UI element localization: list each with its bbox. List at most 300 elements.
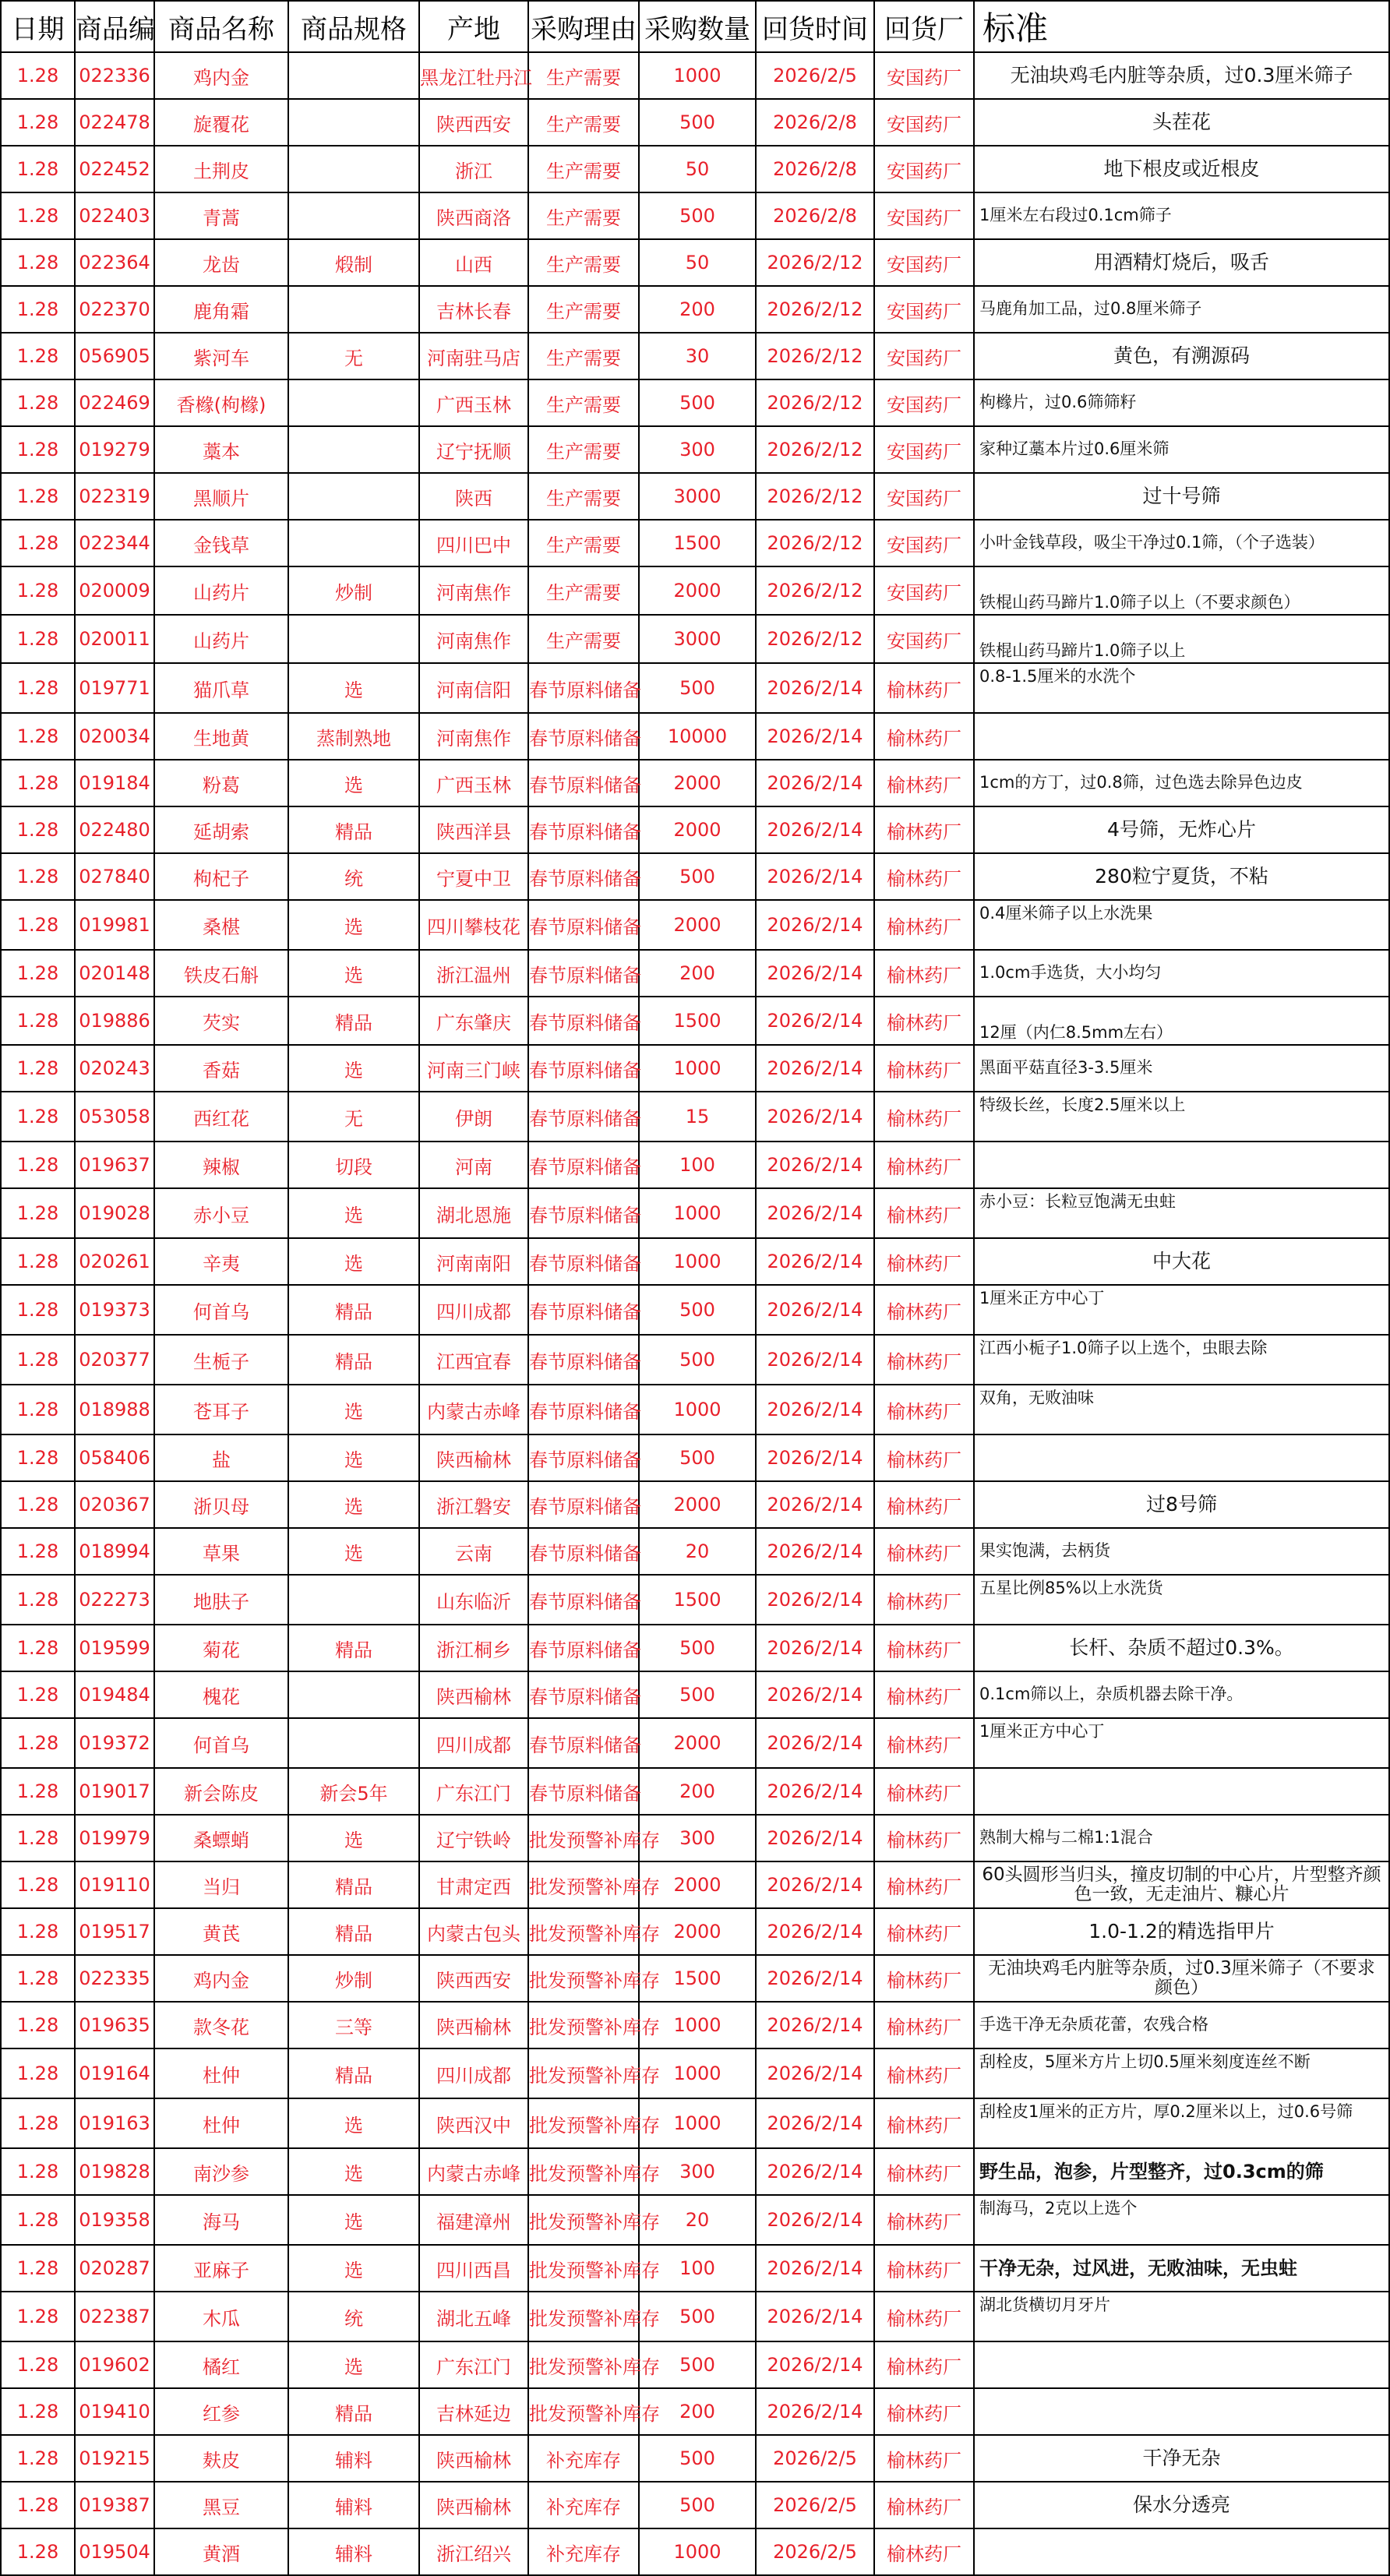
cell-name[interactable]: 地肤子	[154, 1575, 288, 1625]
cell-spec[interactable]	[288, 286, 419, 333]
cell-return-date[interactable]: 2026/2/8	[756, 146, 874, 192]
cell-qty[interactable]: 500	[639, 1671, 756, 1718]
cell-origin[interactable]: 山东临沂	[419, 1575, 528, 1625]
cell-name[interactable]: 枸杞子	[154, 853, 288, 900]
cell-date[interactable]: 1.28	[1, 192, 75, 239]
cell-return-date[interactable]: 2026/2/14	[756, 1385, 874, 1434]
cell-reason[interactable]: 春节原料储备	[528, 1045, 639, 1092]
cell-return-date[interactable]: 2026/2/14	[756, 1671, 874, 1718]
cell-code[interactable]: 020034	[75, 713, 154, 760]
cell-factory[interactable]: 榆林药厂	[874, 1955, 974, 2002]
cell-qty[interactable]: 3000	[639, 615, 756, 663]
cell-qty[interactable]: 1000	[639, 1238, 756, 1285]
header-standard[interactable]: 标准	[974, 1, 1389, 52]
cell-origin[interactable]: 四川成都	[419, 1718, 528, 1768]
cell-code[interactable]: 019979	[75, 1815, 154, 1861]
cell-name[interactable]: 桑椹	[154, 900, 288, 950]
cell-spec[interactable]: 三等	[288, 2002, 419, 2048]
cell-factory[interactable]: 榆林药厂	[874, 2148, 974, 2195]
cell-standard[interactable]	[974, 2341, 1389, 2388]
cell-standard[interactable]: 果实饱满，去柄货	[974, 1528, 1389, 1575]
cell-origin[interactable]: 四川成都	[419, 2048, 528, 2098]
cell-date[interactable]: 1.28	[1, 2292, 75, 2341]
cell-reason[interactable]: 春节原料储备	[528, 1092, 639, 1142]
cell-qty[interactable]: 2000	[639, 900, 756, 950]
cell-standard[interactable]: 枸橼片，过0.6筛筛籽	[974, 379, 1389, 426]
cell-name[interactable]: 辛夷	[154, 1238, 288, 1285]
cell-date[interactable]: 1.28	[1, 997, 75, 1045]
cell-return-date[interactable]: 2026/2/14	[756, 1861, 874, 1908]
cell-factory[interactable]: 安国药厂	[874, 146, 974, 192]
cell-qty[interactable]: 50	[639, 239, 756, 286]
cell-code[interactable]: 019637	[75, 1142, 154, 1188]
cell-return-date[interactable]: 2026/2/14	[756, 2245, 874, 2292]
cell-name[interactable]: 黑豆	[154, 2482, 288, 2528]
cell-code[interactable]: 019410	[75, 2388, 154, 2435]
cell-name[interactable]: 何首乌	[154, 1285, 288, 1335]
cell-name[interactable]: 槐花	[154, 1671, 288, 1718]
cell-date[interactable]: 1.28	[1, 615, 75, 663]
cell-code[interactable]: 019164	[75, 2048, 154, 2098]
cell-return-date[interactable]: 2026/2/5	[756, 2435, 874, 2482]
cell-spec[interactable]: 选	[288, 2148, 419, 2195]
cell-factory[interactable]: 榆林药厂	[874, 2528, 974, 2575]
cell-spec[interactable]: 蒸制熟地	[288, 713, 419, 760]
cell-factory[interactable]: 榆林药厂	[874, 2245, 974, 2292]
cell-name[interactable]: 紫河车	[154, 333, 288, 379]
cell-reason[interactable]: 批发预警补库存	[528, 2245, 639, 2292]
cell-origin[interactable]: 内蒙古赤峰	[419, 1385, 528, 1434]
cell-factory[interactable]: 榆林药厂	[874, 1815, 974, 1861]
cell-origin[interactable]: 四川巴中	[419, 520, 528, 566]
cell-date[interactable]: 1.28	[1, 2148, 75, 2195]
cell-spec[interactable]	[288, 520, 419, 566]
cell-standard[interactable]: 干净无杂，过风进，无败油味，无虫蛀	[974, 2245, 1389, 2292]
cell-qty[interactable]: 2000	[639, 1718, 756, 1768]
cell-return-date[interactable]: 2026/2/14	[756, 1434, 874, 1481]
cell-code[interactable]: 019163	[75, 2098, 154, 2148]
cell-spec[interactable]: 辅料	[288, 2528, 419, 2575]
cell-qty[interactable]: 30	[639, 333, 756, 379]
cell-origin[interactable]: 河南焦作	[419, 566, 528, 615]
cell-reason[interactable]: 补充库存	[528, 2435, 639, 2482]
cell-factory[interactable]: 榆林药厂	[874, 1768, 974, 1815]
cell-standard[interactable]	[974, 2388, 1389, 2435]
cell-code[interactable]: 022403	[75, 192, 154, 239]
cell-standard[interactable]: 野生品，泡参，片型整齐，过0.3cm的筛	[974, 2148, 1389, 2195]
cell-date[interactable]: 1.28	[1, 379, 75, 426]
cell-name[interactable]: 黑顺片	[154, 473, 288, 520]
cell-code[interactable]: 053058	[75, 1092, 154, 1142]
cell-return-date[interactable]: 2026/2/14	[756, 2341, 874, 2388]
cell-reason[interactable]: 春节原料储备	[528, 853, 639, 900]
cell-spec[interactable]: 选	[288, 950, 419, 997]
cell-date[interactable]: 1.28	[1, 1335, 75, 1385]
cell-factory[interactable]: 榆林药厂	[874, 2341, 974, 2388]
cell-date[interactable]: 1.28	[1, 286, 75, 333]
cell-date[interactable]: 1.28	[1, 1815, 75, 1861]
cell-standard[interactable]: 0.4厘米筛子以上水洗果	[974, 900, 1389, 950]
cell-spec[interactable]: 辅料	[288, 2435, 419, 2482]
cell-date[interactable]: 1.28	[1, 2435, 75, 2482]
cell-name[interactable]: 香橼(枸橼)	[154, 379, 288, 426]
cell-date[interactable]: 1.28	[1, 760, 75, 806]
cell-standard[interactable]: 江西小栀子1.0筛子以上选个，虫眼去除	[974, 1335, 1389, 1385]
cell-return-date[interactable]: 2026/2/14	[756, 900, 874, 950]
cell-spec[interactable]: 精品	[288, 806, 419, 853]
cell-date[interactable]: 1.28	[1, 853, 75, 900]
cell-code[interactable]: 020148	[75, 950, 154, 997]
cell-spec[interactable]: 选	[288, 1528, 419, 1575]
cell-standard[interactable]: 1.0cm手选货，大小均匀	[974, 950, 1389, 997]
cell-date[interactable]: 1.28	[1, 1718, 75, 1768]
cell-return-date[interactable]: 2026/2/14	[756, 1625, 874, 1671]
cell-code[interactable]: 022469	[75, 379, 154, 426]
cell-factory[interactable]: 榆林药厂	[874, 853, 974, 900]
cell-date[interactable]: 1.28	[1, 713, 75, 760]
cell-qty[interactable]: 500	[639, 192, 756, 239]
cell-reason[interactable]: 春节原料储备	[528, 1768, 639, 1815]
cell-reason[interactable]: 生产需要	[528, 192, 639, 239]
cell-date[interactable]: 1.28	[1, 2098, 75, 2148]
cell-code[interactable]: 022336	[75, 52, 154, 99]
cell-spec[interactable]	[288, 426, 419, 473]
cell-standard[interactable]: 中大花	[974, 1238, 1389, 1285]
cell-qty[interactable]: 500	[639, 2482, 756, 2528]
cell-return-date[interactable]: 2026/2/14	[756, 1285, 874, 1335]
cell-origin[interactable]: 河南南阳	[419, 1238, 528, 1285]
cell-code[interactable]: 019771	[75, 663, 154, 713]
cell-factory[interactable]: 榆林药厂	[874, 1481, 974, 1528]
cell-qty[interactable]: 1000	[639, 2098, 756, 2148]
cell-factory[interactable]: 榆林药厂	[874, 1045, 974, 1092]
cell-code[interactable]: 022387	[75, 2292, 154, 2341]
cell-reason[interactable]: 生产需要	[528, 520, 639, 566]
cell-factory[interactable]: 榆林药厂	[874, 1575, 974, 1625]
cell-reason[interactable]: 批发预警补库存	[528, 2002, 639, 2048]
cell-spec[interactable]: 精品	[288, 1335, 419, 1385]
cell-reason[interactable]: 春节原料储备	[528, 1528, 639, 1575]
cell-origin[interactable]: 河南	[419, 1142, 528, 1188]
cell-standard[interactable]: 干净无杂	[974, 2435, 1389, 2482]
cell-spec[interactable]	[288, 146, 419, 192]
cell-origin[interactable]: 广西玉林	[419, 760, 528, 806]
cell-standard[interactable]: 无油块鸡毛内脏等杂质，过0.3厘米筛子（不要求颜色）	[974, 1955, 1389, 2002]
cell-return-date[interactable]: 2026/2/12	[756, 333, 874, 379]
cell-qty[interactable]: 500	[639, 1285, 756, 1335]
cell-code[interactable]: 019373	[75, 1285, 154, 1335]
cell-return-date[interactable]: 2026/2/14	[756, 1908, 874, 1955]
cell-return-date[interactable]: 2026/2/14	[756, 1718, 874, 1768]
cell-factory[interactable]: 榆林药厂	[874, 1434, 974, 1481]
cell-name[interactable]: 海马	[154, 2195, 288, 2245]
cell-name[interactable]: 红参	[154, 2388, 288, 2435]
cell-reason[interactable]: 春节原料储备	[528, 1671, 639, 1718]
cell-date[interactable]: 1.28	[1, 333, 75, 379]
cell-date[interactable]: 1.28	[1, 2528, 75, 2575]
cell-standard[interactable]: 马鹿角加工品，过0.8厘米筛子	[974, 286, 1389, 333]
cell-name[interactable]: 当归	[154, 1861, 288, 1908]
cell-date[interactable]: 1.28	[1, 520, 75, 566]
cell-standard[interactable]: 1厘米左右段过0.1cm筛子	[974, 192, 1389, 239]
cell-spec[interactable]	[288, 99, 419, 146]
cell-factory[interactable]: 安国药厂	[874, 286, 974, 333]
cell-code[interactable]: 020009	[75, 566, 154, 615]
cell-name[interactable]: 木瓜	[154, 2292, 288, 2341]
cell-standard[interactable]: 0.8-1.5厘米的水洗个	[974, 663, 1389, 713]
cell-code[interactable]: 020243	[75, 1045, 154, 1092]
cell-name[interactable]: 草果	[154, 1528, 288, 1575]
cell-standard[interactable]: 4号筛，无炸心片	[974, 806, 1389, 853]
cell-reason[interactable]: 春节原料储备	[528, 950, 639, 997]
cell-factory[interactable]: 榆林药厂	[874, 2048, 974, 2098]
cell-return-date[interactable]: 2026/2/12	[756, 473, 874, 520]
cell-return-date[interactable]: 2026/2/14	[756, 2002, 874, 2048]
cell-return-date[interactable]: 2026/2/14	[756, 760, 874, 806]
cell-standard[interactable]: 刮栓皮，5厘米方片上切0.5厘米刻度连丝不断	[974, 2048, 1389, 2098]
cell-reason[interactable]: 生产需要	[528, 146, 639, 192]
cell-qty[interactable]: 100	[639, 1142, 756, 1188]
cell-return-date[interactable]: 2026/2/14	[756, 1335, 874, 1385]
cell-factory[interactable]: 榆林药厂	[874, 1285, 974, 1335]
cell-qty[interactable]: 1000	[639, 1045, 756, 1092]
cell-date[interactable]: 1.28	[1, 1238, 75, 1285]
cell-date[interactable]: 1.28	[1, 473, 75, 520]
cell-reason[interactable]: 生产需要	[528, 239, 639, 286]
cell-name[interactable]: 亚麻子	[154, 2245, 288, 2292]
cell-standard[interactable]: 特级长丝，长度2.5厘米以上	[974, 1092, 1389, 1142]
cell-reason[interactable]: 批发预警补库存	[528, 2048, 639, 2098]
cell-standard[interactable]	[974, 1434, 1389, 1481]
cell-spec[interactable]: 选	[288, 760, 419, 806]
cell-return-date[interactable]: 2026/2/12	[756, 286, 874, 333]
cell-factory[interactable]: 安国药厂	[874, 426, 974, 473]
cell-standard[interactable]: 12厘（内仁8.5mm左右）	[974, 997, 1389, 1045]
cell-date[interactable]: 1.28	[1, 1528, 75, 1575]
cell-return-date[interactable]: 2026/2/14	[756, 1142, 874, 1188]
cell-return-date[interactable]: 2026/2/14	[756, 2048, 874, 2098]
cell-code[interactable]: 019981	[75, 900, 154, 950]
cell-return-date[interactable]: 2026/2/14	[756, 1045, 874, 1092]
cell-code[interactable]: 022273	[75, 1575, 154, 1625]
cell-date[interactable]: 1.28	[1, 146, 75, 192]
cell-reason[interactable]: 批发预警补库存	[528, 1861, 639, 1908]
cell-code[interactable]: 056905	[75, 333, 154, 379]
cell-qty[interactable]: 1500	[639, 997, 756, 1045]
cell-standard[interactable]: 1cm的方丁，过0.8筛，过色选去除异色边皮	[974, 760, 1389, 806]
cell-qty[interactable]: 1500	[639, 520, 756, 566]
cell-code[interactable]: 022452	[75, 146, 154, 192]
cell-reason[interactable]: 春节原料储备	[528, 713, 639, 760]
cell-qty[interactable]: 10000	[639, 713, 756, 760]
cell-code[interactable]: 019387	[75, 2482, 154, 2528]
cell-name[interactable]: 土荆皮	[154, 146, 288, 192]
cell-spec[interactable]: 精品	[288, 1285, 419, 1335]
cell-factory[interactable]: 榆林药厂	[874, 997, 974, 1045]
cell-date[interactable]: 1.28	[1, 2048, 75, 2098]
cell-date[interactable]: 1.28	[1, 2341, 75, 2388]
cell-origin[interactable]: 吉林长春	[419, 286, 528, 333]
cell-date[interactable]: 1.28	[1, 99, 75, 146]
cell-factory[interactable]: 安国药厂	[874, 566, 974, 615]
cell-code[interactable]: 019110	[75, 1861, 154, 1908]
cell-name[interactable]: 香菇	[154, 1045, 288, 1092]
cell-name[interactable]: 黄芪	[154, 1908, 288, 1955]
cell-standard[interactable]: 铁棍山药马蹄片1.0筛子以上	[974, 615, 1389, 663]
cell-return-date[interactable]: 2026/2/5	[756, 2482, 874, 2528]
cell-return-date[interactable]: 2026/2/5	[756, 2528, 874, 2575]
cell-origin[interactable]: 山西	[419, 239, 528, 286]
cell-origin[interactable]: 陕西汉中	[419, 2098, 528, 2148]
cell-factory[interactable]: 榆林药厂	[874, 1092, 974, 1142]
cell-qty[interactable]: 1000	[639, 1385, 756, 1434]
cell-return-date[interactable]: 2026/2/14	[756, 1768, 874, 1815]
cell-reason[interactable]: 春节原料储备	[528, 806, 639, 853]
cell-date[interactable]: 1.28	[1, 1671, 75, 1718]
cell-name[interactable]: 辣椒	[154, 1142, 288, 1188]
cell-spec[interactable]	[288, 1718, 419, 1768]
cell-name[interactable]: 龙齿	[154, 239, 288, 286]
cell-factory[interactable]: 榆林药厂	[874, 2098, 974, 2148]
cell-standard[interactable]: 过8号筛	[974, 1481, 1389, 1528]
cell-date[interactable]: 1.28	[1, 1434, 75, 1481]
cell-origin[interactable]: 伊朗	[419, 1092, 528, 1142]
cell-code[interactable]: 019372	[75, 1718, 154, 1768]
cell-code[interactable]: 019028	[75, 1188, 154, 1238]
cell-name[interactable]: 西红花	[154, 1092, 288, 1142]
cell-factory[interactable]: 安国药厂	[874, 615, 974, 663]
cell-spec[interactable]: 精品	[288, 997, 419, 1045]
cell-spec[interactable]: 炒制	[288, 566, 419, 615]
cell-spec[interactable]: 精品	[288, 1861, 419, 1908]
cell-return-date[interactable]: 2026/2/14	[756, 2148, 874, 2195]
cell-origin[interactable]: 陕西榆林	[419, 1671, 528, 1718]
cell-factory[interactable]: 榆林药厂	[874, 1238, 974, 1285]
cell-qty[interactable]: 2000	[639, 566, 756, 615]
cell-return-date[interactable]: 2026/2/14	[756, 2098, 874, 2148]
cell-factory[interactable]: 榆林药厂	[874, 1625, 974, 1671]
cell-origin[interactable]: 广东江门	[419, 2341, 528, 2388]
cell-name[interactable]: 粉葛	[154, 760, 288, 806]
cell-reason[interactable]: 生产需要	[528, 473, 639, 520]
cell-code[interactable]: 019635	[75, 2002, 154, 2048]
cell-origin[interactable]: 陕西	[419, 473, 528, 520]
cell-origin[interactable]: 广东肇庆	[419, 997, 528, 1045]
cell-spec[interactable]: 切段	[288, 1142, 419, 1188]
cell-origin[interactable]: 陕西洋县	[419, 806, 528, 853]
cell-standard[interactable]: 过十号筛	[974, 473, 1389, 520]
cell-reason[interactable]: 春节原料储备	[528, 1625, 639, 1671]
cell-spec[interactable]: 选	[288, 2195, 419, 2245]
cell-spec[interactable]: 精品	[288, 1625, 419, 1671]
cell-spec[interactable]: 选	[288, 1188, 419, 1238]
cell-standard[interactable]: 五星比例85%以上水洗货	[974, 1575, 1389, 1625]
cell-qty[interactable]: 15	[639, 1092, 756, 1142]
cell-return-date[interactable]: 2026/2/12	[756, 239, 874, 286]
cell-spec[interactable]: 选	[288, 900, 419, 950]
cell-return-date[interactable]: 2026/2/14	[756, 950, 874, 997]
cell-return-date[interactable]: 2026/2/14	[756, 1955, 874, 2002]
cell-name[interactable]: 山药片	[154, 566, 288, 615]
cell-factory[interactable]: 安国药厂	[874, 379, 974, 426]
cell-spec[interactable]	[288, 1671, 419, 1718]
cell-name[interactable]: 山药片	[154, 615, 288, 663]
cell-code[interactable]: 020287	[75, 2245, 154, 2292]
cell-reason[interactable]: 批发预警补库存	[528, 2098, 639, 2148]
cell-reason[interactable]: 批发预警补库存	[528, 1908, 639, 1955]
cell-name[interactable]: 鸡内金	[154, 52, 288, 99]
cell-qty[interactable]: 500	[639, 2341, 756, 2388]
cell-factory[interactable]: 榆林药厂	[874, 2195, 974, 2245]
cell-qty[interactable]: 2000	[639, 760, 756, 806]
cell-origin[interactable]: 浙江桐乡	[419, 1625, 528, 1671]
cell-factory[interactable]: 榆林药厂	[874, 2292, 974, 2341]
cell-origin[interactable]: 湖北恩施	[419, 1188, 528, 1238]
cell-date[interactable]: 1.28	[1, 1385, 75, 1434]
cell-origin[interactable]: 陕西榆林	[419, 2435, 528, 2482]
cell-name[interactable]: 黄酒	[154, 2528, 288, 2575]
cell-return-date[interactable]: 2026/2/14	[756, 806, 874, 853]
cell-origin[interactable]: 河南驻马店	[419, 333, 528, 379]
cell-return-date[interactable]: 2026/2/14	[756, 1188, 874, 1238]
header-code[interactable]: 商品编	[75, 1, 154, 52]
cell-reason[interactable]: 春节原料储备	[528, 1575, 639, 1625]
cell-code[interactable]: 019358	[75, 2195, 154, 2245]
cell-spec[interactable]: 选	[288, 1238, 419, 1285]
cell-date[interactable]: 1.28	[1, 1285, 75, 1335]
cell-origin[interactable]: 陕西榆林	[419, 1434, 528, 1481]
cell-spec[interactable]: 选	[288, 1481, 419, 1528]
cell-name[interactable]: 桑螵蛸	[154, 1815, 288, 1861]
cell-reason[interactable]: 春节原料储备	[528, 1238, 639, 1285]
cell-reason[interactable]: 批发预警补库存	[528, 2148, 639, 2195]
cell-date[interactable]: 1.28	[1, 2388, 75, 2435]
cell-return-date[interactable]: 2026/2/14	[756, 1092, 874, 1142]
cell-reason[interactable]: 批发预警补库存	[528, 1955, 639, 2002]
cell-reason[interactable]: 生产需要	[528, 52, 639, 99]
cell-reason[interactable]: 生产需要	[528, 286, 639, 333]
cell-code[interactable]: 019017	[75, 1768, 154, 1815]
cell-standard[interactable]: 1厘米正方中心丁	[974, 1718, 1389, 1768]
cell-code[interactable]: 022478	[75, 99, 154, 146]
cell-origin[interactable]: 辽宁铁岭	[419, 1815, 528, 1861]
cell-return-date[interactable]: 2026/2/14	[756, 2292, 874, 2341]
cell-return-date[interactable]: 2026/2/14	[756, 1238, 874, 1285]
cell-name[interactable]: 芡实	[154, 997, 288, 1045]
cell-qty[interactable]: 50	[639, 146, 756, 192]
cell-return-date[interactable]: 2026/2/12	[756, 426, 874, 473]
cell-standard[interactable]	[974, 1142, 1389, 1188]
cell-code[interactable]: 019828	[75, 2148, 154, 2195]
cell-spec[interactable]: 统	[288, 853, 419, 900]
cell-code[interactable]: 019504	[75, 2528, 154, 2575]
header-return-date[interactable]: 回货时间	[756, 1, 874, 52]
header-qty[interactable]: 采购数量	[639, 1, 756, 52]
cell-spec[interactable]: 选	[288, 663, 419, 713]
cell-spec[interactable]: 辅料	[288, 2482, 419, 2528]
cell-date[interactable]: 1.28	[1, 663, 75, 713]
cell-reason[interactable]: 春节原料储备	[528, 1142, 639, 1188]
cell-spec[interactable]: 精品	[288, 1908, 419, 1955]
cell-standard[interactable]	[974, 1768, 1389, 1815]
cell-standard[interactable]: 熟制大棉与二棉1:1混合	[974, 1815, 1389, 1861]
cell-code[interactable]: 020367	[75, 1481, 154, 1528]
cell-spec[interactable]: 无	[288, 333, 419, 379]
cell-factory[interactable]: 安国药厂	[874, 99, 974, 146]
cell-code[interactable]: 027840	[75, 853, 154, 900]
cell-code[interactable]: 058406	[75, 1434, 154, 1481]
cell-date[interactable]: 1.28	[1, 52, 75, 99]
